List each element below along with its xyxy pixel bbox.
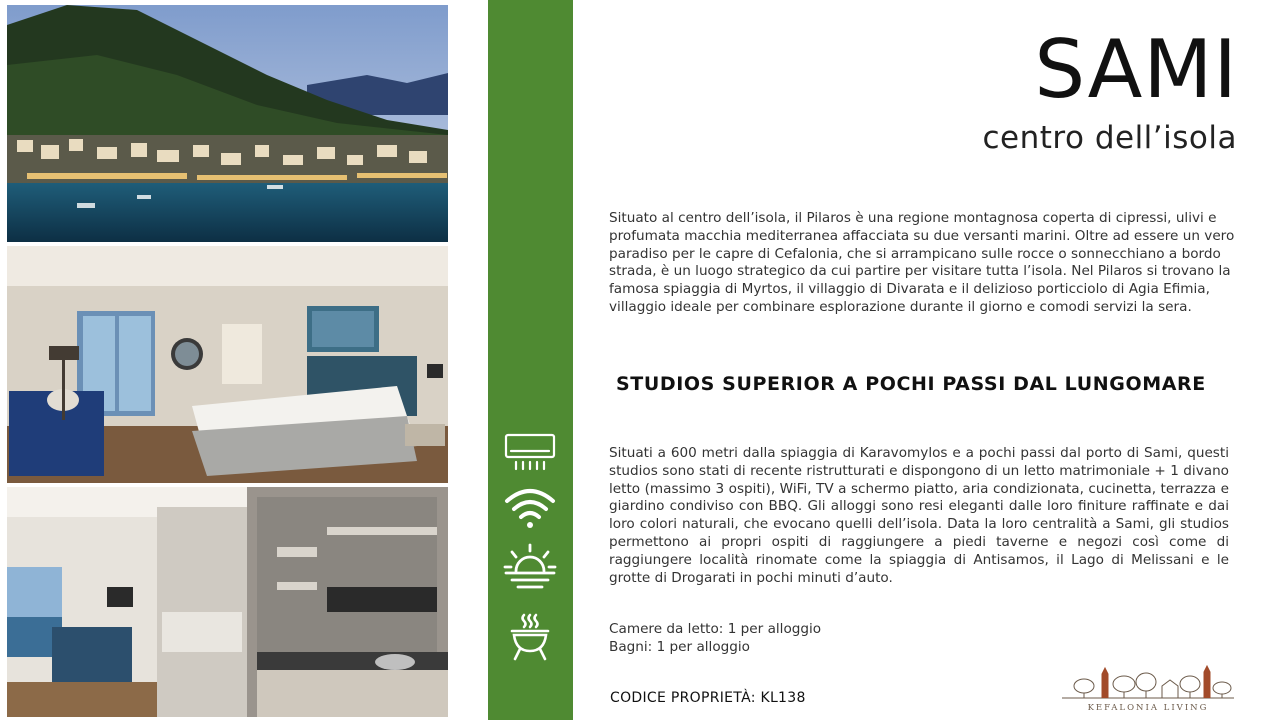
logo-text: KEFALONIA LIVING	[1087, 703, 1209, 713]
area-description: Situato al centro dell’isola, il Pilaros è una regione montagnosa coperta di cipressi, ulivi e profumata macchia mediterranea affacciata su due versanti marini. Oltre ad essere un vero paradiso per le capre di Cefalonia, che si arrampicano sulle rocce o sonnecchiano a bordo strada, è un luogo strategico da cui partire per visitare tutta l’isola. Nel Pilaros si trovano la famosa spiaggia di Myrtos, il villaggio di Divarata e il delizioso porticciolo di Agia Efimia, villaggio ideale per combinare esplorazione durante il giorno e comodi servizi la sera.	[609, 210, 1235, 315]
kitchenette-photo	[7, 487, 448, 717]
property-code: CODICE PROPRIETÀ: KL138	[610, 690, 806, 706]
wifi-icon	[500, 482, 560, 534]
kefalonia-living-logo	[1062, 664, 1234, 716]
property-heading: STUDIOS SUPERIOR A POCHI PASSI DAL LUNGOMARE	[616, 373, 1206, 395]
bbq-grill-icon	[500, 610, 560, 662]
bathrooms-info: Bagni: 1 per alloggio	[609, 638, 751, 655]
bedroom-photo	[7, 246, 448, 483]
property-description: Situati a 600 metri dalla spiaggia di Karavomylos e a pochi passi dal porto di Sami, questi studios sono stati di recente ristrutturati e dispongono di un letto matrimoniale + 1 divano letto (massimo 3 ospiti), WiFi, TV a schermo piatto, aria condizionata, cucinetta, terrazza e giardino condiviso con BBQ. Gli alloggi sono resi eleganti dalle loro finiture raffinate e dai loro colori naturali, che evocano quelli dell’isola. Data la loro centralità a Sami, gli studios permettono ai propri ospiti di raggiungere a piedi taverne e negozi così come di raggiungere località rinomate come la spiaggia di Antisamos, il Lago di Melissani e le grotte di Drogarati in pochi minuti d’auto.	[609, 445, 1229, 586]
harbor-photo	[7, 5, 448, 242]
sun-terrace-icon	[500, 540, 560, 592]
amenities-band	[488, 0, 573, 720]
bedrooms-info: Camere da letto: 1 per alloggio	[609, 621, 822, 637]
page-subtitle: centro dell’isola	[982, 120, 1237, 156]
page-title: SAMI	[1034, 23, 1238, 116]
room-details	[609, 621, 821, 656]
air-conditioner-icon	[500, 428, 560, 480]
